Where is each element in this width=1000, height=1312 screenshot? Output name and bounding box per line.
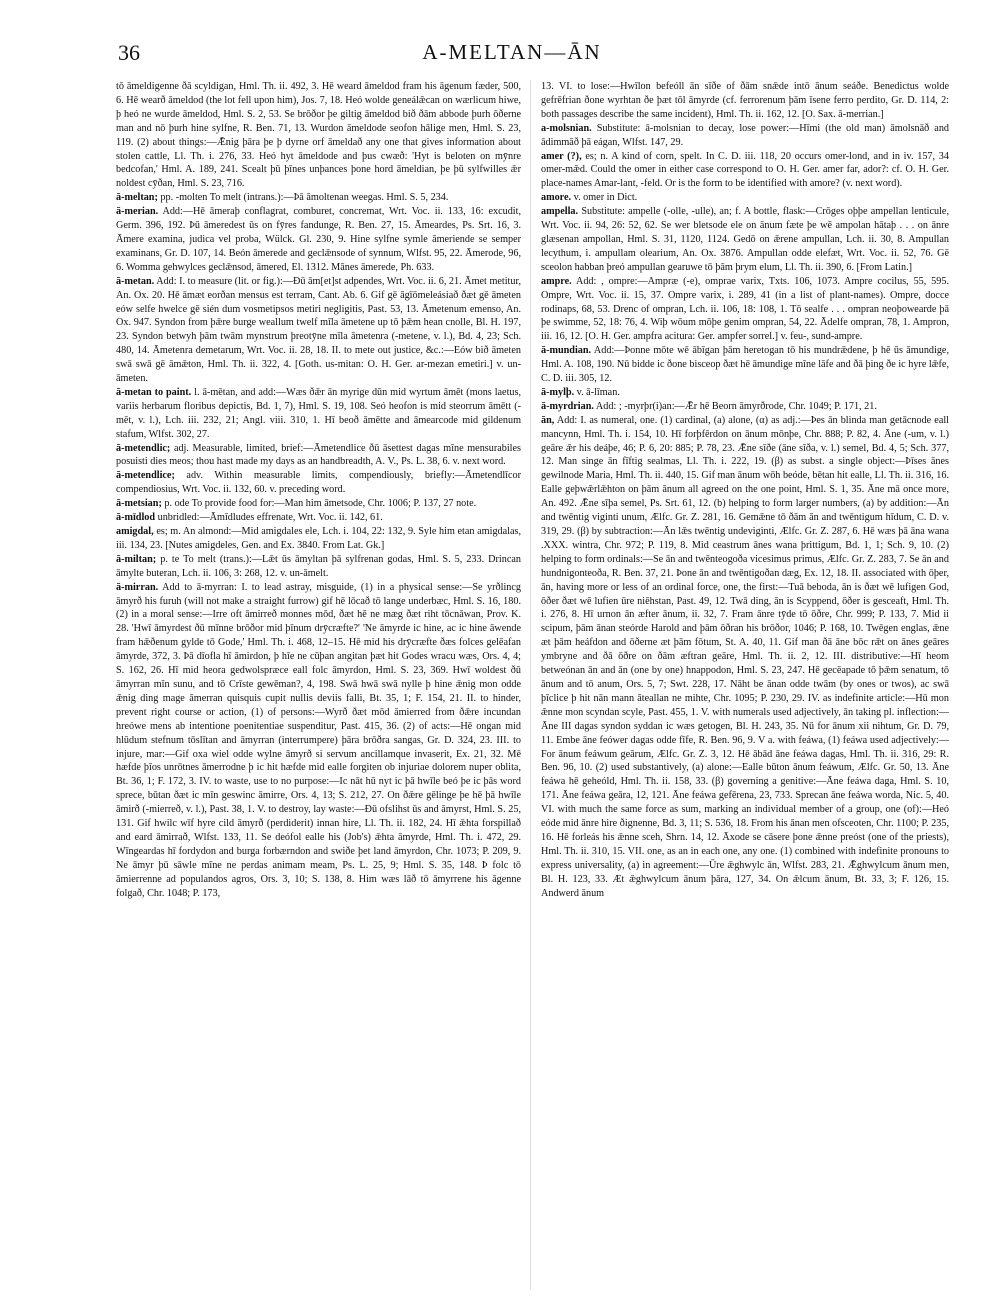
running-head: A-MELTAN—ĀN xyxy=(422,40,602,64)
entry-text: Add to ā-myrran: I. to lead astray, misguide, (1) in a physical sense:—Se yrðlincg āmyrð his furuh (will not make a straight furrow) gif hē lōcað tō lange underbæc, Hml. S. 16, 180. (2) in a moral sense:—Irre oft āmirreð monnes mōd, ðæt hē ne mæg ðæt riht tōcnāwan, Prov. K. 28. 'Hwī āmyrdest ðū mīnne brōðor mid þīnum drȳcræfte?' 'Ne āmyrde ic hine, ac ic hine āwende fram hǣðenum gylde tō Gode,' Hml. Th. i. 468, 12–15. Hē mid his drȳcræfte ðæs folces gelēafan āmyrde, 372, 3. Þā dīofla hī āmirdon, þ hīe ne cūþan angitan þæt hit Godes wracu wæs, Ors. 4, 4; S. 162, 26. Hī mid heora gedwolspræce eall folc āmyrdon, Hml. S. 23, 369. Hwī woldest ðū āmyrran mīn sunu, and tō Crīste gewēman?, 4, 198. Swā hwā swā nylle þ hine ǣnig mon odde ǣnig ding mage āmerran quisquis cupit nullis deviis falli, Bt. 35, 1; F. 154, 21. II. to hinder, prevent right course or action, (1) of persons:—Wyrð ðæt mōd āmierred from ðǣre incundan hreówe mens ab intentione poenitentiae suspenditur, Past. 415, 36. (2) of acts:—Hē ongan mid hlūdum stefnum tōslītan and āmyrran (interrumpere) þāra brōðra sangas, Gr. D. 324, 23. III. to injure, mar:—Gif oxa wiel odde wylne āmyrð si servum ancillamque invaserit, Ex. 21, 32. Mē hæfde þīos unrōtnes āmerrodne þ ic hit hæfde mid ealle forgiten ob injuriae dolorem nuper oblita, Bt. 36, 1; F. 172, 3. IV. to waste, use to no purpose:—Ic nāt hū nyt ic þā hwīle beó þe ic þās word sprece, būtan ðæt ic mīn geswinc āmirre, Ors. 4, 13; S. 212, 27. On ðǣre gēlinge þe hē þā hwīle āmirð (-mierreð, v. l.), Past. 38, 1. V. to destroy, lay waste:—Ðū ofslihst ūs and āmyrst, Hml. S. 25, 131. Gif hwilc wīf hyre cild āmyrð (perdiderit) innan hire, Ll. Th. ii. 182, 24. Hī ǣhta forspillað and eard āmirrað, Wlfst. 133, 11. Se deófol ealle his (Job's) ǣhta āmyrde, Hml. Th. i. 472, 29. Wīngeardas hī fordydon and burga forbærndon and swiðe þet land āmyrdon, Chr. 1073; P. 209, 9. Ne āmyr þū sāwle mīne ne perdas animam meam, Ps. L. 25, 9; Hml. S. 35, 148. Þ folc tō āmierrenne ad populandos agros, Ors. 3, 10; S. 138, 8. Him wæs lāð tō āmyrrene his āgenne folgað, Chr. 1048; P. 173, xyxy=(116,581,521,899)
dictionary-entry xyxy=(541,191,949,205)
entry-headword: ā-metendlic; xyxy=(116,442,171,454)
dictionary-entry xyxy=(116,80,521,191)
dictionary-entry xyxy=(541,275,949,345)
page-number: 36 xyxy=(118,40,140,65)
entry-headword: ā-metan to paint. xyxy=(116,386,192,398)
dictionary-entry xyxy=(541,205,949,275)
entry-text: Add: I. as numeral, one. (1) cardinal, (a) alone, (α) as adj.:—Þes ān blinda man getācnode eall mancynn, Hml. Th. i. 154, 10. Hī forþfērdon on ānum mōnþe, Chr. 888; P. 82, 4. Āne (-um, v. l.) geāre ǣr his deáþe, 46; P. 6, 20: 885; P. 78, 23. Ǣne sīðe (āne sīða, v. l.) semel, Bd. 4, 5; Sch. 377, 12. Man singe ān fīftig sealmas, Ll. Th. i. 222, 19. (β) as subst. a single object:—Þīses ānes gewilnode Maria, Hml. Th. ii. 440, 15. Gif man ānum wōh beóde, bētan hit ealle, Ll. Th. ii. 316, 16. Ealle geþwǣrlǣhton on þām ānum all agreed on the one point, Hml. S. 1, 35. Āne mā once more, An. 492. Ǣne sīþa semel, Ps. Srt. 61, 12. (b) helping to form larger numbers, (a) by addition:—Ān and twēntig viginti unum, Ælfc. Gr. Z. 281, 16. Gemǣne tō ðām ān and twēntigum hīdum, C. D. v. 319, 29. (β) by subtraction:—Ān lǣs twēntig undeviginti, Ælfc. Gr. Z. 287, 6. Hē wæs þā āna wana .XXX. wintra, Chr. 972; P. 119, 8. Mid ceastrum ānes wana þrittigum, Bd. 1, 1; Sch. 9, 10. (2) helping to form ordinals:—Se ān and twēnteogoða vicesimus primus, Ælfc. Gr. Z. 283, 7. Se ān and hundnigonteoða, R. Ben. 37, 21. Þone ān and twēntigoðan dæg, Ex. 12, 18. II. associated with ōþer, ān, having more or less of an ordinal force, one, the first:—Tuā beboda, ān is ðæt wē lufigen God, ōðer ðæt wē lufien ūre niēhstan, Past. 49, 12. Twā ding, ān is Scyppend, ōðer is gesceaft, Hml. Th. i. 276, 8. Hī urnon ān æfter ānum, ii. 32, 7. Fram ānre tȳde tō ōðre, Chr. 999; P. 133, 7. Mid ii scipum, þām ānan steórde Harold and þām ōðran his brōðor, 1046; P. 168, 10. Twēgen englas, ǣne æt þām heáfdon and ōðerne æt þām fōtum, St. A. 40, 11. Gif man ðā āne bōc rǣt on ānes geāres ymbryne and ðā ōðre on ðām æftran geāre, Hml. Th. ii. 2, 12. III. distributive:—Hī heom betweónan ān and ān (one by one) hnappodon, Hml. S. 23, 247. Hē gecēapade tō þǣm senatum, tō ānum and tō anum, Ors. 5, 7; Swt. 228, 17. Nāht be ānan odde twām (by ones or twos), ac swā þīclice þ hit nān mann āteallan ne mihte, Chr. 1095; P. 230, 29. IV. as indefinite article:—Hū mon ǣnne mon scyndan scyle, Past. 455, 1. V. with numerals used adjectively, ān taking pl. inflection:—Āne III dagas syndon syddan ic wæs getogen, Bl. H. 243, 35. Nū for ānum xii nihtum, Gr. D. 79, 11. Embe āne feówer dagas odde fīfe, R. Ben. 96, 9. V a. with feáwa, (1) feáwa used adjectively:—For ānum feáwum geārum, Ælfc. Gr. Z. 3, 12. Hē ābād āne feáwa dagas, Hml. Th. ii. 316, 29: R. Ben. 96, 10. (2) used substantively, (a) alone:—Ealle būton ānum feáwum, Ælfc. Gr. 50, 13. Āne feáwa hē geheóld, Hml. Th. ii. 158, 33. (β) governing a genitive:—Āne feáwa daga, Hml. S. 10, 171. Āne feáwa geāra, 12, 121. Āne feáwa gefērena, 23, 733. Sprecan āne feáwa worda, Nic. 5, 40. VI. with much the same force as sum, marking an individual member of a group, one (of):—Heó eóde mid ānre hire ðignenne, Bd. 3, 11; S. 536, 18. From his ānan men ofsceoten, Chr. 1100; P. 235, 16. Hē forleás his ǣnne sceh, Shrn. 14, 12. Āxode se cāsere þone ǣnne preóst (one of the priests), Hml. Th. ii. 310, 15. VII. one, as an in each one, any one. (1) combined with indefinite pronouns to express universality, (a) in agreement:—Ūre ǣghwylc ān, Wlfst. 283, 21. Ǣghwylcum ānum men, Bl. H. 123, 33. Æt ǣghwylcum ānum þāra, 127, 34. On ǣlcum ānum, Bt. 33, 3; F. 126, 15. Andwerd ānum xyxy=(541,414,949,899)
dictionary-entry xyxy=(116,581,521,901)
entry-headword: a-molsnian. xyxy=(541,122,592,134)
dictionary-entry xyxy=(116,275,521,386)
entry-text: Add: I. to measure (lit. or fig.):—Ðū ām[et]st adpendes, Wrt. Voc. ii. 6, 21. Āmet metitur, An. Ox. 20. Hē āmæt eorðan mensus est terram, Cant. Ab. 6. Gif gē āgīōmeleásiað ðæt gē āmeten eów selfe hwelce gē sién dum vosmetipsos metiri negligitis, Past. 53, 13. Āmetenum emenso, An. Ox. 947. Syndon from þǣre burge weallum twelf mīla āmetene up tō þǣm hean cnolle, Bl. H. 197, 23. Syndon betwyh þām twām mynstrum þreotȳne mīla āmetenra (-metene, v. l.), Bd. 4, 23; Sch. 480, 14. Āmetenra demetarum, Wrt. Voc. ii. 28, 18. II. to mete out justice, &c.:—Eów bið āmeten swā swā gē āmǣton, Hml. Th. ii. 322, 4. [Goth. us-mitan: O. H. Ger. ar-mezan emetiri.] v. un-āmeten. xyxy=(116,275,521,385)
page-header xyxy=(112,34,912,74)
dictionary-entry xyxy=(116,205,521,275)
entry-headword: ān, xyxy=(541,414,555,426)
dictionary-entry xyxy=(116,442,521,470)
dictionary-entry xyxy=(116,497,521,511)
right-column xyxy=(541,80,949,1300)
entry-headword: ā-meltan; xyxy=(116,192,158,204)
entry-text: p. te To melt (trans.):—Lǣt ūs āmyltan þā sylfrenan godas, Hml. S. 5, 233. Drincan āmylte buteran, Lch. ii. 106, 3: 268, 12. v. un-āmelt. xyxy=(116,553,521,579)
entry-text: pp. -molten To melt (intrans.):—Þā āmoltenan weegas. Hml. S. 5, 234. xyxy=(160,192,449,204)
entry-text: Add:—Þonne mōte wē ābīgan þām heretogan tō his mundrǣdene, þ hē ūs āmundige, Hml. A. 108, 190. Nū bidde ic ðone bisceop ðæt hē āmundige mīne lāfe and ðā þing ðe ic hyre lǣfe, C. D. iii. 305, 12. xyxy=(541,345,949,385)
dictionary-entry xyxy=(541,386,949,400)
dictionary-entry xyxy=(116,386,521,442)
entry-headword: ā-metendlice; xyxy=(116,470,175,482)
entry-headword: ā-metan. xyxy=(116,275,155,287)
dictionary-entry xyxy=(541,344,949,386)
entry-text: Substitute: ampelle (-olle, -ulle), an; f. A bottle, flask:—Crōges oþþe ampellan lenticule, Wrt. Voc. ii. 94, 26: 52, 62. Se wer bletsode ele on ānum fæte þe wē ampolan hātaþ . . . on ānre glæsenan ampollan, Hml. S. 31, 1120, 1124. Gedō on ǣrene ampullan, Lch. ii. 30, 8. Ampullan lecythum, i. ampullam olearium, An. Ox. 3876. Ampullan odde elefæt, Wrt. Voc. ii. 52, 76. Gē sceolon habban þreó ampullan gearuwe tō þām þrym elum, Ll. Th. ii. 390, 6. [From Latin.] xyxy=(541,206,949,273)
entry-text: v. omer in Dict. xyxy=(573,192,638,204)
entry-headword: ampella. xyxy=(541,206,579,218)
entry-headword: ā-mylþ. xyxy=(541,386,575,398)
dictionary-entry xyxy=(541,80,949,122)
entry-text: Add: , ompre:—Ampræ (-e), omprae varix, Txts. 106, 1073. Ampre cocilus, 55, 595. Ompre, Wrt. Voc. ii. 15, 37. Ompre varix, i. 289, 41 (in a list of plant-names). Ompre, docce rodinaps, 68, 53. Drenc of ompran, Lch. ii. 106, 18: 108, 1. Tō sealfe . . . ompran neoþowearde þā þe swimme, 52, 18: 76, 4. Wiþ wōum mōþe genim ompran, 54, 22. Ādelfe ompran, 78, 1. Ampron, iii. 16, 12. [O. H. Ger. ampfra acitura: Ger. ampfer sorrel.] v. feu-, sund-ampre. xyxy=(541,275,949,343)
entry-headword: ā-mirran. xyxy=(116,581,159,593)
entry-headword: amer (?), xyxy=(541,150,582,162)
entry-text: l. ā-mētan, and add:—Wæs ðǣr ān myrige dūn mid wyrtum āmēt (mons laetus, variis herbarum floribus depictis, Bd. 1, 7), Hml. S. 19, 108. Seó heofon is mid steorrum āmētt (-mēt, v. l.), Lch. iii. 232, 21; Angl. viii. 310, 1. Hī beoð āmētte and āmearcode mid gildenum stafum, Wlfst. 302, 27. xyxy=(116,386,521,440)
entry-text: unbridled:—Āmīdludes effrenate, Wrt. Voc. ii. 142, 61. xyxy=(157,512,383,524)
dictionary-entry xyxy=(541,400,949,414)
dictionary-entry xyxy=(541,122,949,150)
dictionary-entry xyxy=(116,511,521,525)
left-column xyxy=(116,80,521,1300)
entry-text: Add: ; -myrþr(i)an:—Ǣr hē Beorn āmyrðrode, Chr. 1049; P. 171, 21. xyxy=(595,400,877,412)
entry-text: p. ode To provide food for:—Man him āmetsode, Chr. 1006; P. 137, 27 note. xyxy=(164,498,477,510)
entry-headword: ā-metsian; xyxy=(116,498,162,510)
entry-headword: ampre. xyxy=(541,275,572,287)
entry-text: adj. Measurable, limited, brief:—Āmetendlice ðū āsettest dagas mīne mensurabiles posuisti dies meos; thou hast made my days as an handbreadth, A. V., Ps. L. 38, 6. v. next word. xyxy=(116,442,521,468)
entry-headword: ā-mundian. xyxy=(541,345,592,357)
dictionary-entry xyxy=(116,191,521,205)
entry-text: Add:—Hē āmeraþ conflagrat, comburet, concremat, Wrt. Voc. ii. 133, 16: excudit, Germ. 396, 192. Þū āmeredest ūs on fȳres fandunge, R. Ben. 27, 15. Āmeardes, Ps. Srt. 16, 3. Āmere examina, judica vel proba, Wülck. Gl. 230, 9. Hine sylfne symle āmeriende se semper examinans, Gr. D. 107, 14. Beón āmerede and geclǣnsode of synnum, Wlfst. 95, 22. Āmerode, 96, 6. Womma gehwylces geclǣnsod, āmered, El. 1312. Mānes āmerede, Ph. 633. xyxy=(116,206,521,273)
entry-text: v. ā-līman. xyxy=(576,386,620,398)
entry-text: 13. VI. to lose:—Hwīlon befeóll ān sīðe of ðām snǣde intō ānum seáðe. Benedictus wolde gefrēfrian ðone wyrhtan ðe þæt tōl āmyrde (cf. ferrorenum þām īsene ferro perdito, Gr. D. 114, 2: both passages describe the same incident), Hml. Th. ii. 162, 12. [O. Sax. ā-merrian.] xyxy=(541,81,949,120)
dictionary-entry xyxy=(116,469,521,497)
dictionary-entry xyxy=(116,525,521,553)
entry-text: es; n. A kind of corn, spelt. In C. D. iii. 118, 20 occurs omer-lond, and in iv. 157, 34 omer-mǣd. Could the omer in either case correspond to O. H. Ger. amer far, ador?: cf. O. H. Ger. place-names Amar-lant, -feld. Or is the form to be identified with amore? (v. next word). xyxy=(541,150,949,190)
entry-text: es; m. An almond:—Mid amigdales ele, Lch. i. 104, 22: 132, 9. Syle him etan amigdalas, iii. 134, 23. [Nutes amigdeles, Gen. and Ex. 3840. From Lat. Gk.] xyxy=(116,526,521,551)
entry-text: adv. Within measurable limits, compendiously, briefly:—Āmetendlīcor compendiosius, Wrt. Voc. ii. 132, 60. v. preceding word. xyxy=(116,470,521,496)
entry-text: Substitute: ā-molsnian to decay, lose power:—Hīmi (the old man) āmolsnāð and ādimmāð þā eágan, Wlfst. 147, 29. xyxy=(541,122,949,148)
entry-headword: amigdal, xyxy=(116,526,154,537)
dictionary-entry xyxy=(116,553,521,581)
column-divider xyxy=(530,80,531,1290)
entry-headword: ā-merian. xyxy=(116,206,159,218)
entry-headword: ā-myrdrian. xyxy=(541,400,594,412)
dictionary-entry xyxy=(541,414,949,901)
entry-text: tō āmeldigenne ðā scyldigan, Hml. Th. ii. 492, 3. Hē weard āmeldod fram his āgenum fæder, 500, 6. Hē wearð āmeldod (the lot fell upon him), Jos. 7, 18. Heó wolde geneálǣcan on wærlicum hiwe, þ heó ne wurde āmeldod, Hml. S. 2, 53. Se brōðor þe giltig āmeldod bið ðām abbode þurh ōðerne man and nō þurh hine sylfne, R. Ben. 71, 13. Wurdon āmeldode seofon hālige men, Hml. S. 23, 119. (2) about things:—Ǣnig þāra þe þ dyrne orf āmeldað any one that gives information about stolen cattle, Ll. Th. i. 276, 33. Heó hyt āmeldode and þus cwæð: 'Hyt is beloten on mȳnre bedcofan,' Hml. A. 189, 241. Scealt þū þīnes unþances þone hord āmeldian, þe þū sylfwilles ǣr noldest cȳðan, Hml. S. 23, 716. xyxy=(116,81,521,190)
entry-headword: amore. xyxy=(541,192,572,204)
entry-headword: ā-miltan; xyxy=(116,553,157,565)
entry-headword: ā-mīdlod xyxy=(116,512,156,524)
dictionary-entry xyxy=(541,150,949,192)
